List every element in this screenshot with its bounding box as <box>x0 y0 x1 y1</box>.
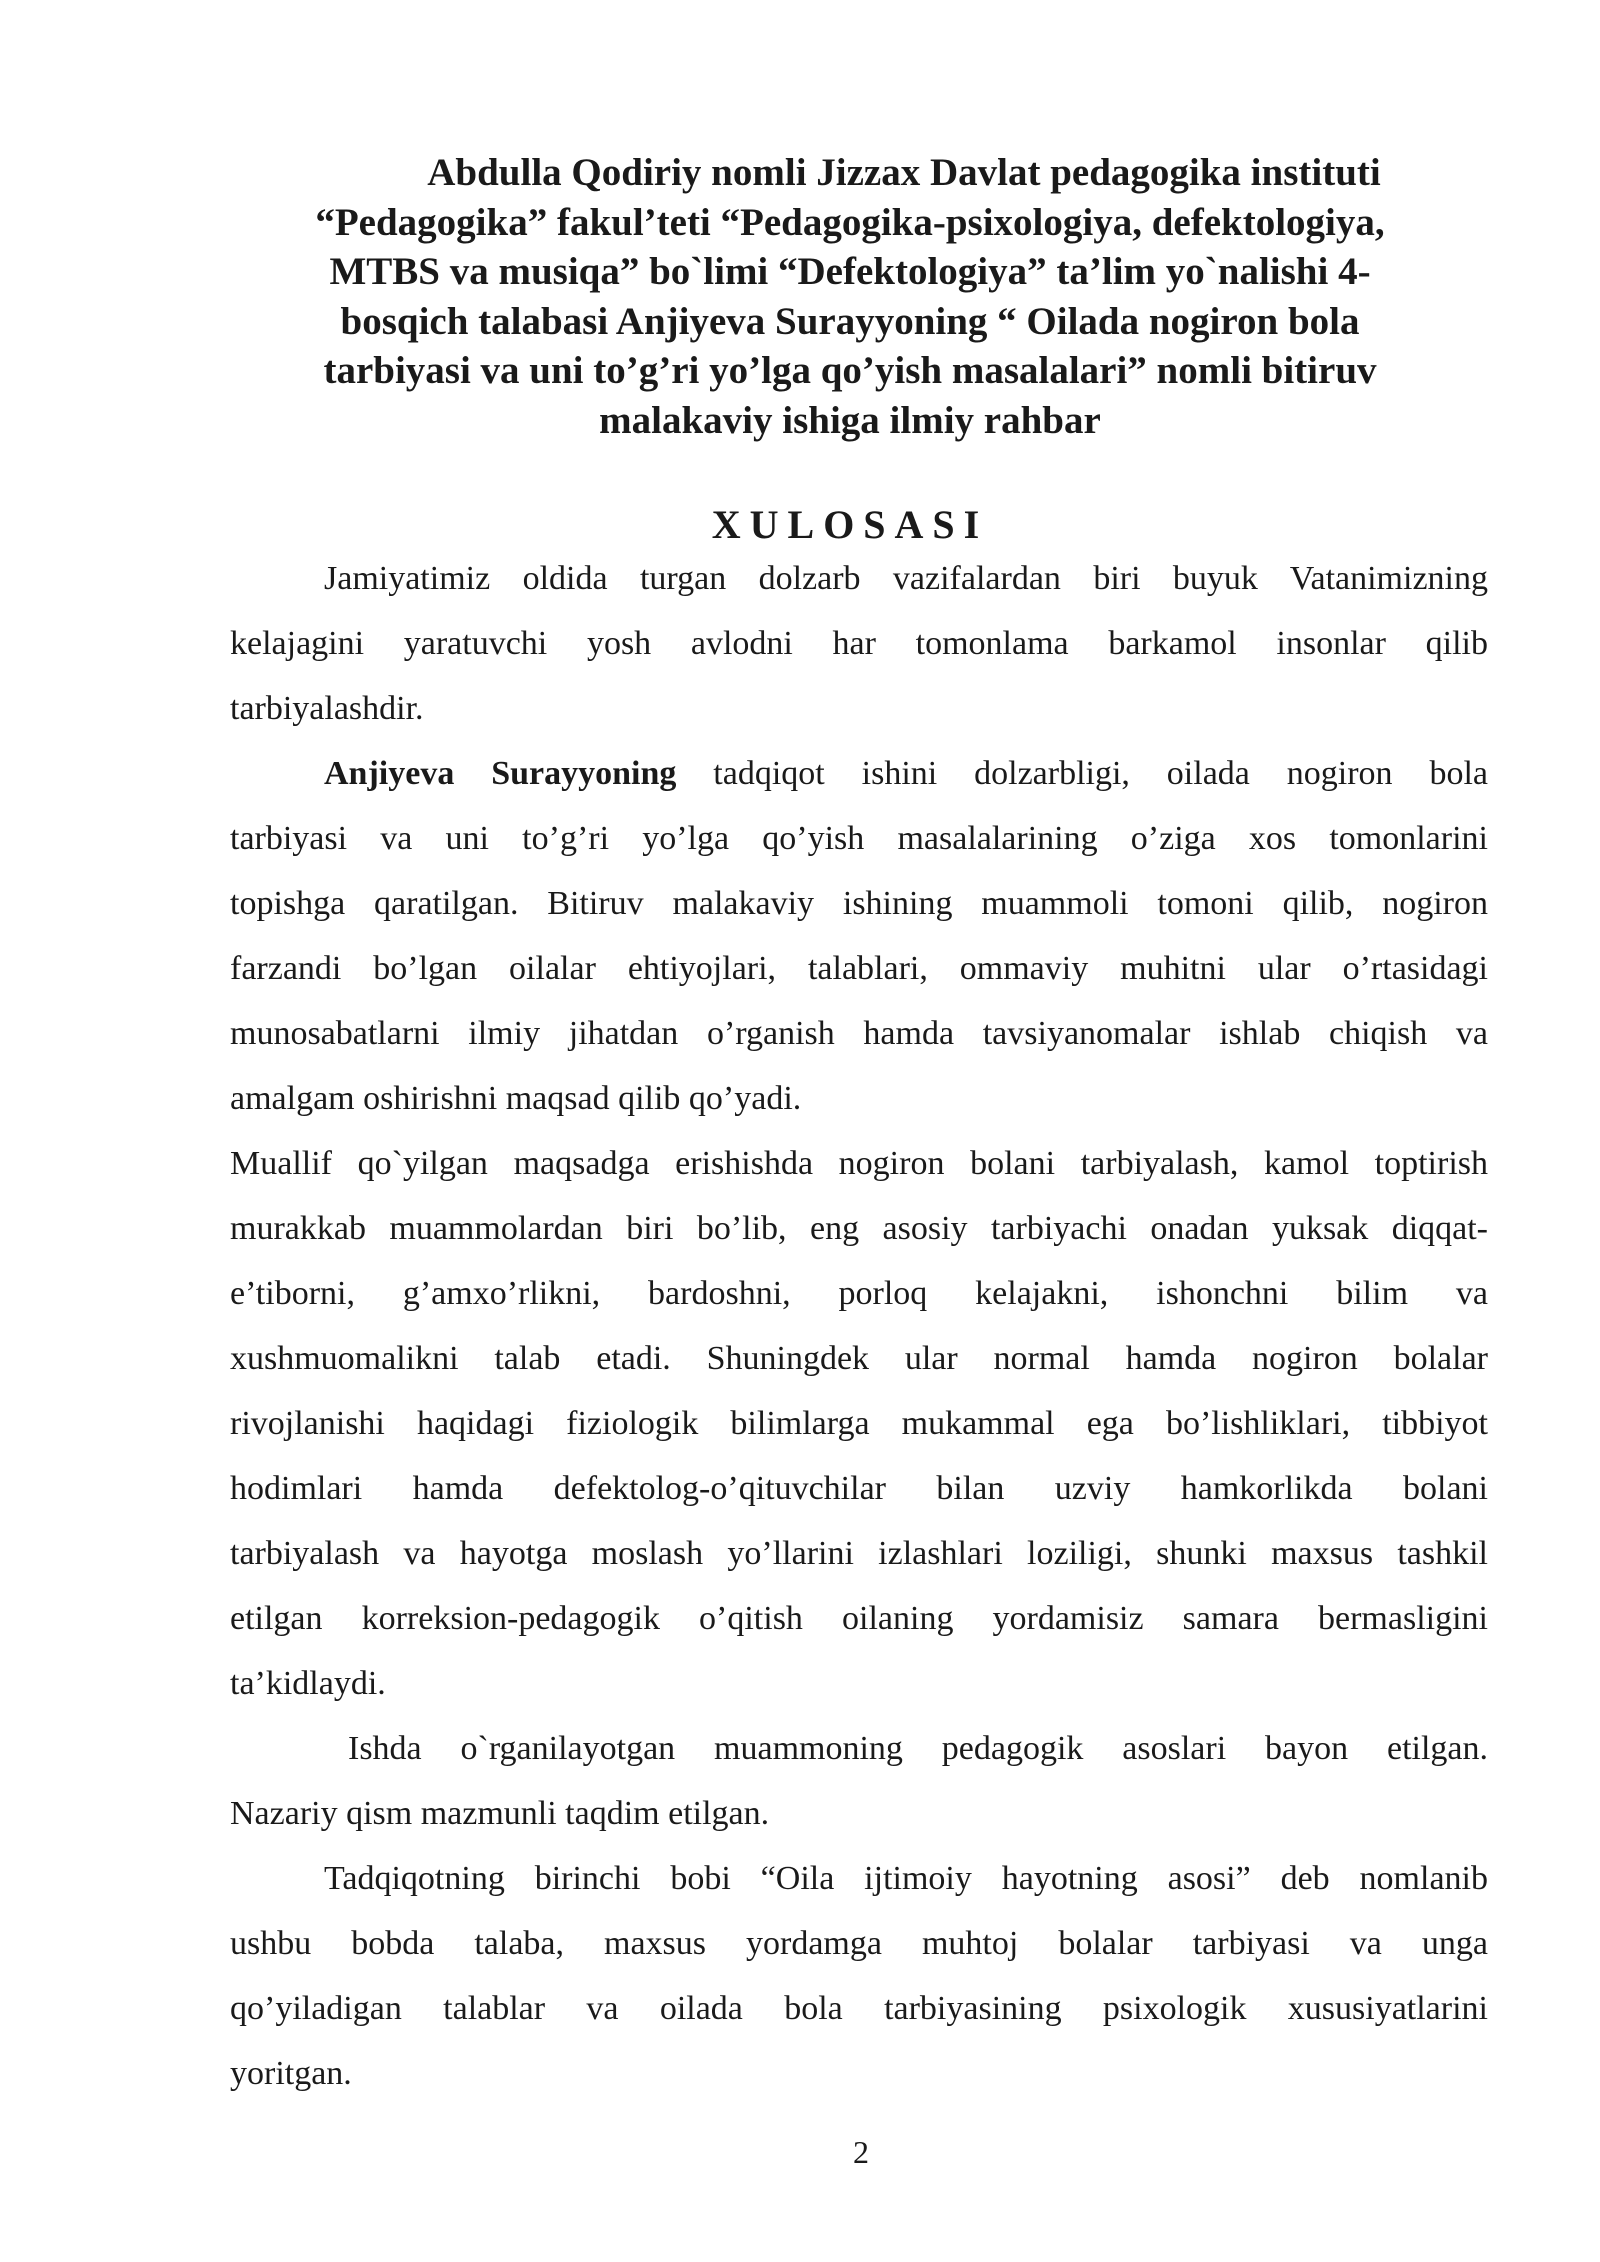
header-line: “Pedagogika” fakul’teti “Pedagogika-psixologiya, defektologiya, <box>315 200 1385 244</box>
header-line: MTBS va musiqa” bo`limi “Defektologiya” ta’lim yo`nalishi 4- <box>329 250 1371 294</box>
page-number: 2 <box>853 2134 869 2170</box>
paragraph-3 <box>230 1131 1488 1716</box>
document-body <box>230 546 1488 2106</box>
text-line: farzandi bo’lgan oilalar ehtiyojlari, talablari, ommaviy muhitni ular o’rtasidagi <box>230 950 1488 987</box>
text-line: Ishda o`rganilayotgan muammoning pedagogik asoslari bayon etilgan. <box>348 1730 1488 1767</box>
header-line: malakaviy ishiga ilmiy rahbar <box>599 398 1101 442</box>
paragraph-1 <box>230 546 1488 741</box>
text-line: murakkab muammolardan biri bo’lib, eng asosiy tarbiyachi onadan yuksak diqqat- <box>230 1210 1488 1247</box>
document-header <box>250 148 1450 446</box>
text-line: ta’kidlaydi. <box>230 1665 386 1702</box>
section-title: XULOSASI <box>711 502 989 547</box>
text-line: qo’yiladigan talablar va oilada bola tarbiyasining psixologik xususiyatlarini <box>230 1990 1488 2027</box>
header-line: bosqich talabasi Anjiyeva Surayyoning “ Oilada nogiron bola <box>340 299 1360 343</box>
text-line: xushmuomalikni talab etadi. Shuningdek ular normal hamda nogiron bolalar <box>230 1340 1488 1377</box>
header-line: tarbiyasi va uni to’g’ri yo’lga qo’yish masalalari” nomli bitiruv <box>323 349 1377 393</box>
header-line: Abdulla Qodiriy nomli Jizzax Davlat pedagogika instituti <box>427 151 1381 194</box>
text-line: kelajagini yaratuvchi yosh avlodni har tomonlama barkamol insonlar qilib <box>230 625 1488 662</box>
text-line: etilgan korreksion-pedagogik o’qitish oilaning yordamisiz samara bermasligini <box>230 1600 1488 1637</box>
text-line: tarbiyalash va hayotga moslash yo’llarini izlashlari loziligi, shunki maxsus tashkil <box>230 1535 1488 1572</box>
text-line: munosabatlarni ilmiy jihatdan o’rganish hamda tavsiyanomalar ishlab chiqish va <box>230 1015 1488 1052</box>
paragraph-2 <box>230 741 1488 1131</box>
paragraph-5 <box>230 1846 1488 2106</box>
author-name: Anjiyeva Surayyoning <box>324 755 677 792</box>
text-line: topishga qaratilgan. Bitiruv malakaviy ishining muammoli tomoni qilib, nogiron <box>230 885 1488 922</box>
text-line: Nazariy qism mazmunli taqdim etilgan. <box>230 1795 770 1832</box>
text-line: tarbiyalashdir. <box>230 690 424 727</box>
text-line: e’tiborni, g’amxo’rlikni, bardoshni, porloq kelajakni, ishonchni bilim va <box>230 1275 1488 1312</box>
text-line <box>230 741 1488 806</box>
text-line: Muallif qo`yilgan maqsadga erishishda nogiron bolani tarbiyalash, kamol toptirish <box>230 1145 1488 1182</box>
paragraph-4 <box>230 1716 1488 1846</box>
text-line: Jamiyatimiz oldida turgan dolzarb vazifalardan biri buyuk Vatanimizning <box>324 560 1488 597</box>
text-line: yoritgan. <box>230 2055 352 2092</box>
text-line: ushbu bobda talaba, maxsus yordamga muhtoj bolalar tarbiyasi va unga <box>230 1925 1488 1962</box>
text-span: tadqiqot ishini dolzarbligi, oilada nogiron bola <box>676 755 1488 792</box>
text-line: rivojlanishi haqidagi fiziologik bilimlarga mukammal ega bo’lishliklari, tibbiyot <box>230 1405 1488 1442</box>
text-line: Tadqiqotning birinchi bobi “Oila ijtimoiy hayotning asosi” deb nomlanib <box>324 1860 1488 1897</box>
text-line: amalgam oshirishni maqsad qilib qo’yadi. <box>230 1080 802 1117</box>
text-line: hodimlari hamda defektolog-o’qituvchilar bilan uzviy hamkorlikda bolani <box>230 1470 1488 1507</box>
text-line: tarbiyasi va uni to’g’ri yo’lga qo’yish masalalarining o’ziga xos tomonlarini <box>230 820 1488 857</box>
